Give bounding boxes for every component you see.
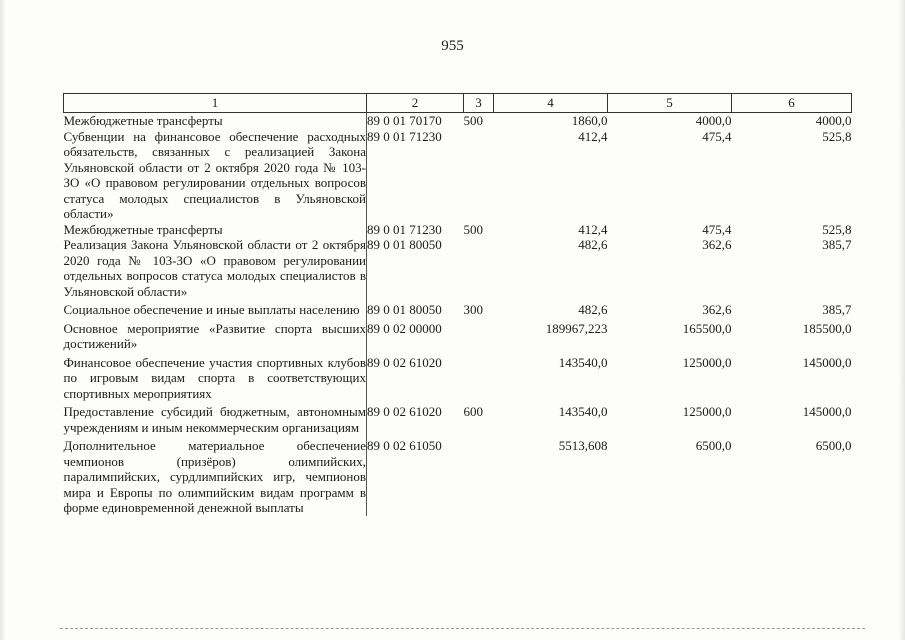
row-expense-type: [464, 438, 494, 516]
table-row: [64, 321, 852, 355]
row-value-col4: 412,4: [578, 221, 608, 237]
row-name: Дополнительное материальное обеспечение чемпионов (призёров) олимпийских, паралимпийских, сурдлимпийских игр, чемпионов мира и Европы по олимпийским видам программ в форме единовременной денежной выплаты: [63, 438, 366, 515]
bottom-edge-rule: [60, 628, 865, 629]
row-code: 89 0 01 70170: [367, 113, 442, 128]
budget-table: [63, 93, 852, 516]
page-number: 955: [441, 38, 464, 54]
column-header-4: 4: [494, 94, 608, 113]
row-value-col6: 185500,0: [802, 320, 852, 336]
column-header-1: 1: [64, 94, 367, 113]
row-name: Реализация Закона Ульяновской области от 2 октября 2020 года № 103-ЗО «О правовом регулировании отдельных вопросов статуса молодых специалистов в Ульяновской области»: [64, 237, 367, 302]
row-expense-type: [464, 129, 494, 222]
scan-edge-left: [0, 0, 6, 640]
row-expense-type: 300: [463, 302, 483, 317]
row-name: Социальное обеспечение и иные выплаты населению: [64, 302, 367, 321]
row-value-col6: 525,8: [822, 221, 852, 237]
row-value-col4: 143540,0: [558, 354, 608, 370]
row-value-col5: 475,4: [702, 221, 732, 237]
row-value-col5: 362,6: [702, 302, 732, 317]
row-expense-type: 500: [463, 221, 483, 237]
row-value-col4: 482,6: [578, 237, 608, 252]
row-code: 89 0 02 00000: [367, 320, 442, 336]
row-value-col5: 475,4: [702, 128, 732, 144]
row-value-col4: 412,4: [578, 128, 608, 144]
row-value-col6: 385,7: [822, 302, 852, 317]
table-row: [64, 113, 852, 129]
row-code: 89 0 01 71230: [367, 128, 442, 144]
column-header-6: 6: [732, 94, 852, 113]
row-value-col4: 1860,0: [571, 113, 608, 128]
row-name: Межбюджетные трансферты: [64, 222, 367, 238]
row-value-col6: 525,8: [822, 128, 852, 144]
row-name: Основное мероприятие «Развитие спорта высших достижений»: [64, 321, 367, 355]
row-value-col5: 165500,0: [682, 320, 732, 336]
row-value-col5: 362,6: [702, 237, 732, 252]
row-expense-type: [464, 355, 494, 405]
row-code: 89 0 02 61050: [367, 438, 442, 453]
row-value-col4: 5513,608: [558, 438, 608, 453]
row-code: 89 0 02 61020: [367, 354, 442, 370]
row-value-col5: 4000,0: [695, 113, 732, 128]
row-name: Предоставление субсидий бюджетным, автономным учреждениям и иным некоммерческим организациям: [64, 404, 367, 438]
table-row: [64, 129, 852, 222]
row-name: Межбюджетные трансферты: [64, 113, 367, 129]
row-expense-type: 600: [463, 404, 483, 419]
row-value-col5: 125000,0: [682, 354, 732, 370]
table-row: [64, 404, 852, 438]
row-name: Финансовое обеспечение участия спортивных клубов по игровым видам спорта в соответствующих спортивных мероприятиях: [64, 355, 367, 405]
row-value-col4: 143540,0: [558, 404, 608, 419]
column-header-5: 5: [608, 94, 732, 113]
row-value-col6: 145000,0: [802, 354, 852, 370]
row-code: 89 0 01 80050: [367, 237, 442, 252]
table-row: [64, 302, 852, 321]
row-value-col6: 6500,0: [815, 438, 852, 453]
column-header-2: 2: [367, 94, 464, 113]
row-value-col6: 145000,0: [802, 404, 852, 419]
row-expense-type: 500: [463, 113, 483, 128]
row-expense-type: [464, 237, 494, 302]
row-value-col6: 4000,0: [815, 113, 852, 128]
row-code: 89 0 02 61020: [367, 404, 442, 419]
row-name: Субвенции на финансовое обеспечение расходных обязательств, связанных с реализацией Закона Ульяновской области от 2 октября 2020 года № 103-ЗО «О правовом регулировании отдельных вопросов статуса молодых специалистов в Ульяновской области»: [63, 128, 366, 221]
row-value-col6: 385,7: [822, 237, 852, 252]
scan-edge-right: [899, 0, 905, 640]
table-row: [64, 237, 852, 302]
table-row: [64, 222, 852, 238]
row-expense-type: [464, 321, 494, 355]
table-row: [64, 355, 852, 405]
row-value-col4: 482,6: [578, 302, 608, 317]
row-code: 89 0 01 80050: [367, 302, 442, 317]
row-value-col5: 125000,0: [682, 404, 732, 419]
row-value-col4: 189967,223: [545, 320, 608, 336]
row-value-col5: 6500,0: [695, 438, 732, 453]
table-row: [64, 438, 852, 516]
header-row: [64, 94, 852, 113]
row-code: 89 0 01 71230: [367, 221, 442, 237]
column-header-3: 3: [464, 94, 494, 113]
